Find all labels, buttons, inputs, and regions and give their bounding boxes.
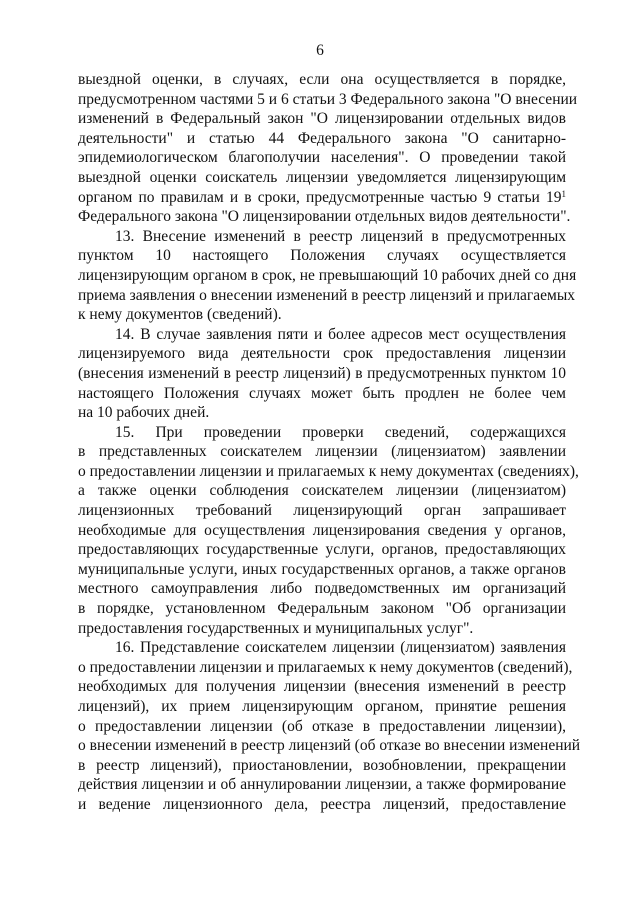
text-line: настоящего Положения случаях может быть продлен не более чем bbox=[78, 384, 566, 402]
text-line: в представленных соискателем лицензии (лицензиатом) заявлении bbox=[78, 443, 566, 461]
text-line: в порядке, установленном Федеральным законом "Об организации bbox=[78, 600, 566, 618]
text-line: муниципальные услуги, иных государственных органов, а также органов bbox=[78, 560, 566, 578]
text-line: лицензий), их прием лицензирующим органом, принятие решения bbox=[78, 698, 566, 715]
paragraph-14-start: 14. В случае заявления пяти и более адресов мест осуществления bbox=[115, 325, 566, 343]
text-line: предоставляющих государственные услуги, органов, предоставляющих bbox=[78, 541, 566, 559]
paragraph-15-start: 15. При проведении проверки сведений, содержащихся bbox=[115, 423, 566, 441]
text-line: изменений в Федеральный закон "О лицензировании отдельных видов bbox=[78, 110, 566, 128]
text-line: органом по правилам и в сроки, предусмотренные частью 9 статьи $19^1$ bbox=[78, 188, 566, 206]
text-line: на 10 рабочих дней. bbox=[78, 404, 210, 422]
text-line: лицензируемого вида деятельности срок предоставления лицензии bbox=[78, 345, 566, 363]
text-line: Федерального закона "О лицензировании отдельных видов деятельности". bbox=[78, 208, 571, 226]
text-line: необходимые для осуществления лицензирования сведения у органов, bbox=[78, 521, 566, 539]
text-line: о внесении изменений в реестр лицензий (об отказе во внесении изменений bbox=[78, 737, 581, 755]
text-line: пунктом 10 настоящего Положения случаях осуществляется bbox=[78, 247, 566, 265]
text-line: деятельности" и статью 44 Федерального закона "О санитарно- bbox=[78, 129, 566, 147]
text-line: местного самоуправления либо подведомственных им организаций bbox=[78, 580, 566, 598]
superscript: 1 bbox=[561, 188, 566, 199]
text-line: о предоставлении лицензии и прилагаемых к нему документах (сведениях), bbox=[78, 462, 579, 480]
text-line: к нему документов (сведений). bbox=[78, 306, 282, 324]
text-line: эпидемиологическом благополучии населения". О проведении такой bbox=[78, 149, 566, 167]
text-line: выездной оценки, в случаях, если она осуществляется в порядке, bbox=[78, 71, 566, 88]
text-line: выездной оценки соискатель лицензии уведомляется лицензирующим bbox=[78, 168, 566, 186]
paragraph-16-start: 16. Представление соискателем лицензии (лицензиатом) заявления bbox=[115, 639, 566, 657]
text-line: предусмотренном частями 5 и 6 статьи 3 Федерального закона "О внесении bbox=[78, 90, 578, 108]
page-number: 6 bbox=[316, 42, 324, 59]
text-line: приема заявления о внесении изменений в реестр лицензий и прилагаемых bbox=[78, 286, 576, 304]
text-line: а также оценки соблюдения соискателем лицензии (лицензиатом) bbox=[78, 482, 566, 500]
text-line: предоставления государственных и муниципальных услуг". bbox=[78, 619, 474, 637]
text-line: и ведение лицензионного дела, реестра лицензий, предоставление bbox=[78, 795, 566, 813]
text-line: необходимых для получения лицензии (внесения изменений в реестр bbox=[78, 678, 566, 696]
document-body bbox=[78, 70, 581, 815]
paragraph-13-start: 13. Внесение изменений в реестр лицензий в предусмотренных bbox=[115, 227, 566, 245]
text-line: лицензирующим органом в срок, не превышающий 10 рабочих дней со дня bbox=[78, 266, 577, 284]
text-line: о предоставлении лицензии и прилагаемых к нему документов (сведений), bbox=[78, 658, 573, 676]
text-line: о предоставлении лицензии (об отказе в предоставлении лицензии), bbox=[78, 717, 566, 735]
text-line: (внесения изменений в реестр лицензий) в предусмотренных пунктом 10 bbox=[78, 364, 566, 382]
text-line: лицензионных требований лицензирующий орган запрашивает bbox=[78, 502, 566, 520]
text-line: действия лицензии и об аннулировании лицензии, а также формирование bbox=[78, 776, 566, 794]
text-line: в реестр лицензий), приостановлении, возобновлении, прекращении bbox=[78, 756, 566, 774]
